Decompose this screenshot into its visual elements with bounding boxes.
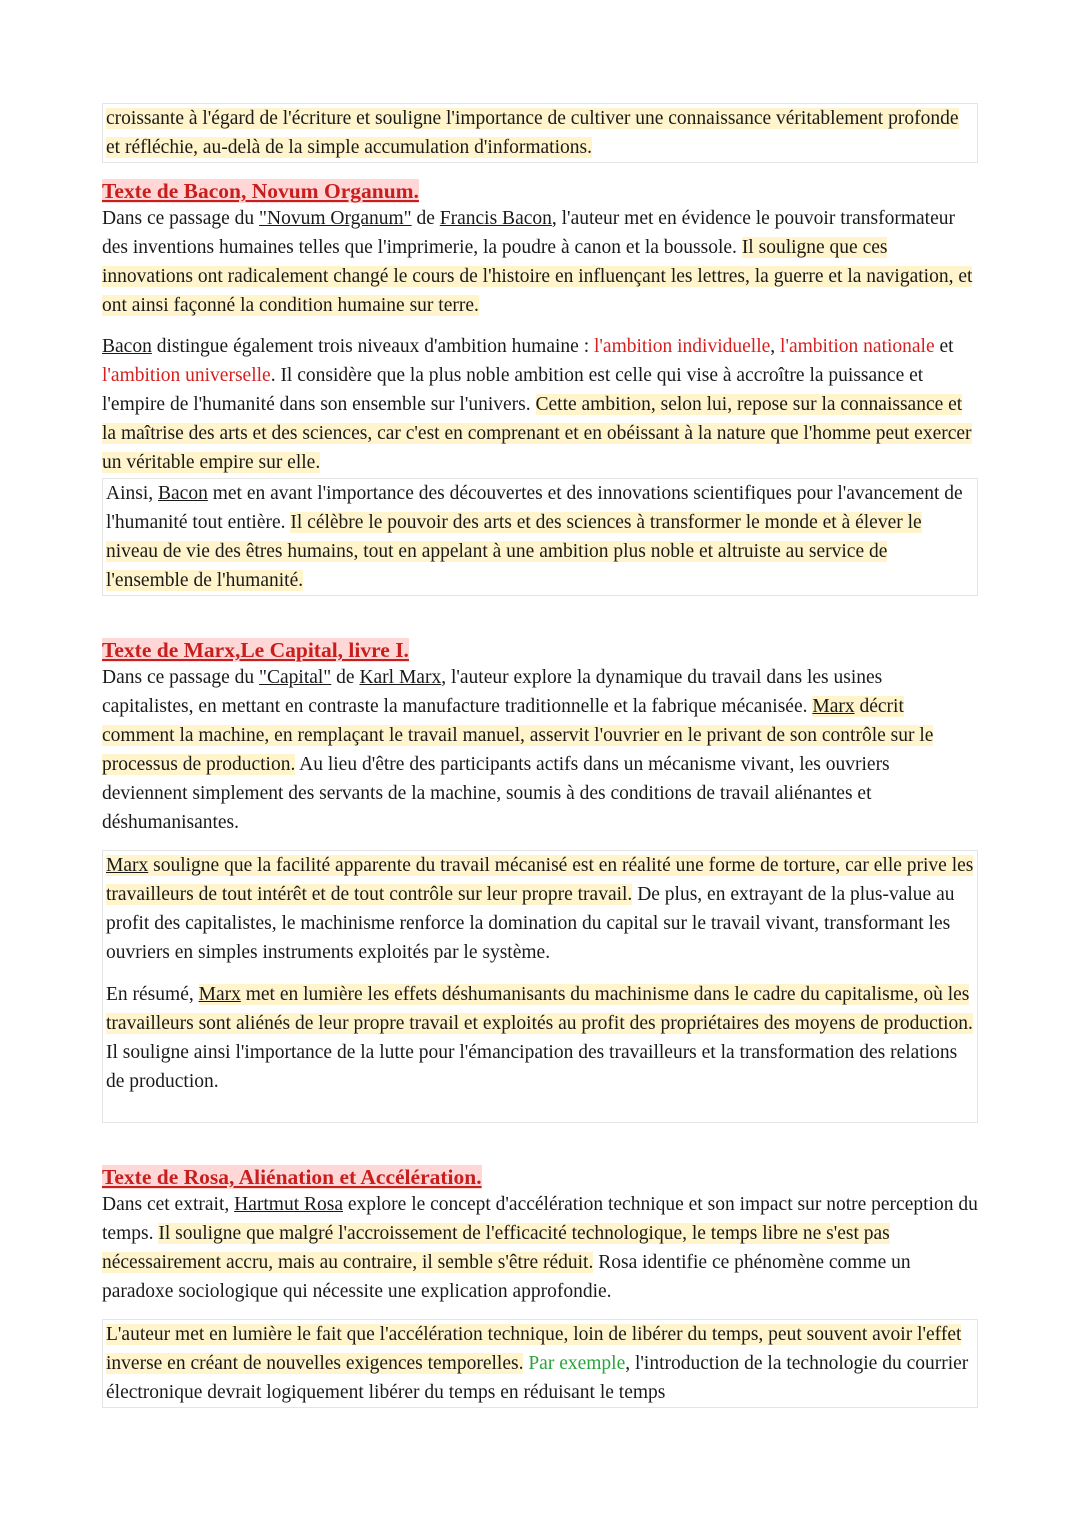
- author-marx: Marx: [106, 855, 149, 876]
- text: Ainsi,: [106, 483, 159, 504]
- marx-paragraph-1: [102, 663, 978, 837]
- text: Dans cet extrait,: [102, 1194, 235, 1215]
- intro-paragraph: [102, 103, 978, 163]
- text: Dans ce passage du: [102, 667, 260, 688]
- bacon-paragraph-2: [102, 332, 978, 477]
- author-bacon: Bacon: [102, 336, 152, 357]
- text: et: [934, 336, 954, 357]
- author-hartmut-rosa: Hartmut Rosa: [234, 1194, 343, 1215]
- work-title-novum-organum: "Novum Organum": [259, 208, 412, 229]
- text: , l'auteur explore la dynamique du travail dans les usines capitalistes, en mettant en contraste la manufacture traditionnelle et la fabrique mécanisée.: [102, 667, 883, 717]
- text: distingue également trois niveaux d'ambition humaine :: [151, 336, 594, 357]
- author-bacon: Bacon: [158, 483, 208, 504]
- rosa-title-line: [102, 1163, 978, 1193]
- text: ,: [770, 336, 781, 357]
- text: de: [411, 208, 440, 229]
- text: met en avant l'importance des découvertes et des innovations scientifiques pour l'avancement de l'humanité tout entière.: [106, 483, 963, 533]
- bacon-highlight-3: Il célèbre le pouvoir des arts et des sciences à transformer le monde et à élever le niveau de vie des êtres humains, tout en appelant à une ambition plus noble et altruiste au service de l'ensemble de l'humanité.: [106, 512, 922, 591]
- rosa-paragraph-2: [102, 1319, 978, 1408]
- rosa-paragraph-1: [102, 1190, 978, 1306]
- text: , l'auteur met en évidence le pouvoir transformateur des inventions humaines telles que l'imprimerie, la poudre à canon et la boussole.: [102, 208, 955, 258]
- text: décrit comment la machine, en remplaçant le travail manuel, asservit l'ouvrier en le privant de son contrôle sur le processus de production.: [102, 696, 934, 775]
- text: . Il considère que la plus noble ambition est celle qui vise à accroître la puissance et l'empire de l'humanité dans son ensemble sur l'univers.: [102, 365, 924, 415]
- bacon-paragraph-1: [102, 204, 978, 320]
- marx-paragraph-2: [106, 851, 974, 967]
- marx-paragraph-3: [106, 980, 974, 1096]
- bacon-highlight-2: Cette ambition, selon lui, repose sur la connaissance et la maîtrise des arts et des sciences, car c'est en comprenant et en obéissant à la nature que l'homme peut exercer un véritable empire sur elle.: [102, 394, 972, 473]
- marx-boxed-block: [102, 850, 978, 1123]
- text: souligne que la facilité apparente du travail mécanisé est en réalité une forme de torture, car elle prive les travailleurs de tout intérêt et de tout contrôle sur leur propre travail.: [106, 855, 974, 905]
- work-title-capital: "Capital": [259, 667, 332, 688]
- author-francis-bacon: Francis Bacon: [439, 208, 552, 229]
- author-karl-marx: Karl Marx: [359, 667, 442, 688]
- bacon-highlight-1: Il souligne que ces innovations ont radicalement changé le cours de l'histoire en influençant les lettres, la guerre et la navigation, et ont ainsi façonné la condition humaine sur terre.: [102, 237, 973, 316]
- marx-highlight-3: [106, 984, 973, 1034]
- bacon-paragraph-3: [102, 478, 978, 596]
- text: Dans ce passage du: [102, 208, 260, 229]
- text: Au lieu d'être des participants actifs dans un mécanisme vivant, les ouvriers deviennent simplement des servants de la machine, soumis à des conditions de travail aliénantes et déshumanisantes.: [102, 754, 890, 833]
- text: Il souligne ainsi l'importance de la lutte pour l'émancipation des travailleurs et la transformation des relations de production.: [106, 1042, 958, 1092]
- author-marx: Marx: [198, 984, 241, 1005]
- text: met en lumière les effets déshumanisants du machinisme dans le cadre du capitalisme, où les travailleurs sont aliénés de leur propre travail et exploités au profit des propriétaires des moyens de production.: [106, 984, 973, 1034]
- text: explore le concept d'accélération technique et son impact sur notre perception du temps.: [102, 1194, 978, 1244]
- ambition-individual: l'ambition individuelle: [594, 336, 771, 357]
- ambition-national: l'ambition nationale: [780, 336, 935, 357]
- author-marx: Marx: [812, 696, 855, 717]
- text: , l'introduction de la technologie du courrier électronique devrait logiquement libérer du temps en réduisant le temps: [106, 1353, 969, 1403]
- text: En résumé,: [106, 984, 199, 1005]
- text: De plus, en extrayant de la plus-value au profit des capitalistes, le machinisme renforce la domination du capital sur le travail vivant, transformant les ouvriers en simples instruments exploités par le système.: [106, 884, 955, 963]
- text: Rosa identifie ce phénomène comme un paradoxe sociologique qui nécessite une explication approfondie.: [102, 1252, 911, 1302]
- example-marker: Par exemple: [528, 1353, 626, 1374]
- marx-section-title: Texte de Marx,Le Capital, livre I.: [102, 638, 409, 662]
- ambition-universal: l'ambition universelle: [102, 365, 271, 386]
- text: de: [331, 667, 360, 688]
- intro-highlight: croissante à l'égard de l'écriture et souligne l'importance de cultiver une connaissance véritablement profonde et réfléchie, au-delà de la simple accumulation d'informations.: [106, 108, 959, 158]
- rosa-section-title: Texte de Rosa, Aliénation et Accélération.: [102, 1165, 482, 1189]
- rosa-highlight-1: Il souligne que malgré l'accroissement de l'efficacité technologique, le temps libre ne s'est pas nécessairement accru, mais au contraire, il semble s'être réduit.: [102, 1223, 890, 1273]
- marx-title-line: [102, 636, 978, 666]
- bacon-title-line: [102, 177, 978, 207]
- bacon-section-title: Texte de Bacon, Novum Organum.: [102, 179, 419, 203]
- rosa-highlight-2: L'auteur met en lumière le fait que l'accélération technique, loin de libérer du temps, peut souvent avoir l'effet inverse en créant de nouvelles exigences temporelles.: [106, 1324, 962, 1374]
